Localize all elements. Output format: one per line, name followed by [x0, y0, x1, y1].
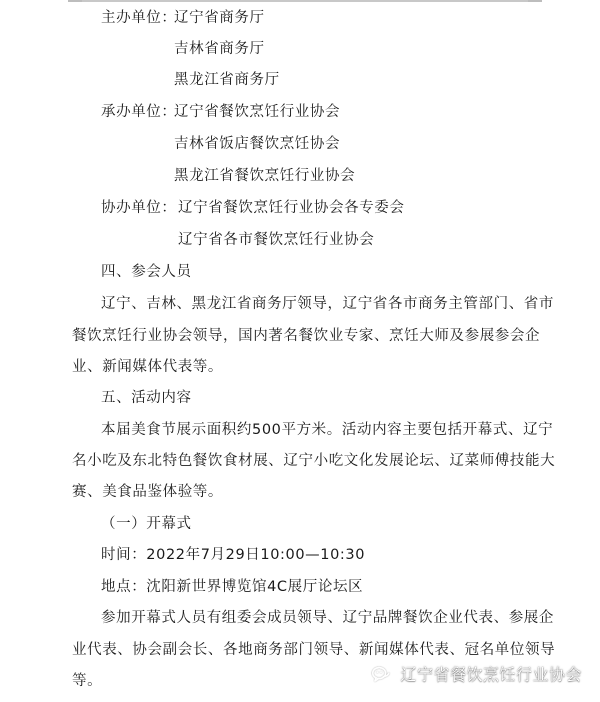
section5-title: 五、活动内容 [101, 390, 192, 406]
host-3: 黑龙江省餐饮烹饪行业协会 [174, 168, 356, 184]
co-organizer-label: 协办单位： [101, 200, 177, 216]
organizer-label: 主办单位： [101, 10, 177, 26]
host-2: 吉林省饭店餐饮烹饪协会 [174, 136, 341, 152]
section4-title: 四、参会人员 [101, 264, 192, 280]
subsection1-title: （一）开幕式 [101, 516, 192, 532]
section4-line-3: 业、新闻媒体代表等。 [72, 359, 223, 375]
organizer-2: 吉林省商务厅 [174, 41, 265, 57]
organizer-3: 黑龙江省商务厅 [174, 72, 280, 88]
attendees-line-3: 等。 [72, 673, 103, 689]
section5-line-2: 名小吃及东北特色餐饮食材展、辽宁小吃文化发展论坛、辽菜师傅技能大 [72, 453, 556, 469]
attendees-line-1: 参加开幕式人员有组委会成员领导、辽宁品牌餐饮企业代表、参展企 [101, 610, 554, 626]
section4-line-1: 辽宁、吉林、黑龙江省商务厅领导，辽宁省各市商务主管部门、省市 [101, 296, 554, 312]
co-organizer-1: 辽宁省餐饮烹饪行业协会各专委会 [178, 200, 405, 216]
watermark-text: 辽宁省餐饮烹饪行业协会 [400, 665, 582, 684]
place-line: 地点：沈阳新世界博览馆4C展厅论坛区 [101, 579, 364, 595]
top-divider [70, 0, 540, 2]
wechat-icon [370, 663, 392, 685]
co-organizer-2: 辽宁省各市餐饮烹饪行业协会 [178, 232, 375, 248]
attendees-line-2: 业代表、协会副会长、各地商务部门领导、新闻媒体代表、冠名单位领导 [72, 642, 556, 658]
time-line: 时间：2022年7月29日10:00—10:30 [101, 547, 366, 563]
section4-line-2: 餐饮烹饪行业协会领导，国内著名餐饮业专家、烹饪大师及参展参会企 [72, 328, 541, 344]
organizer-1: 辽宁省商务厅 [174, 10, 265, 26]
host-label: 承办单位： [101, 104, 177, 120]
watermark [370, 662, 582, 685]
host-1: 辽宁省餐饮烹饪行业协会 [174, 104, 341, 120]
section5-line-3: 赛、美食品鉴体验等。 [72, 484, 223, 500]
section5-line-1: 本届美食节展示面积约500平方米。活动内容主要包括开幕式、辽宁 [101, 422, 554, 438]
